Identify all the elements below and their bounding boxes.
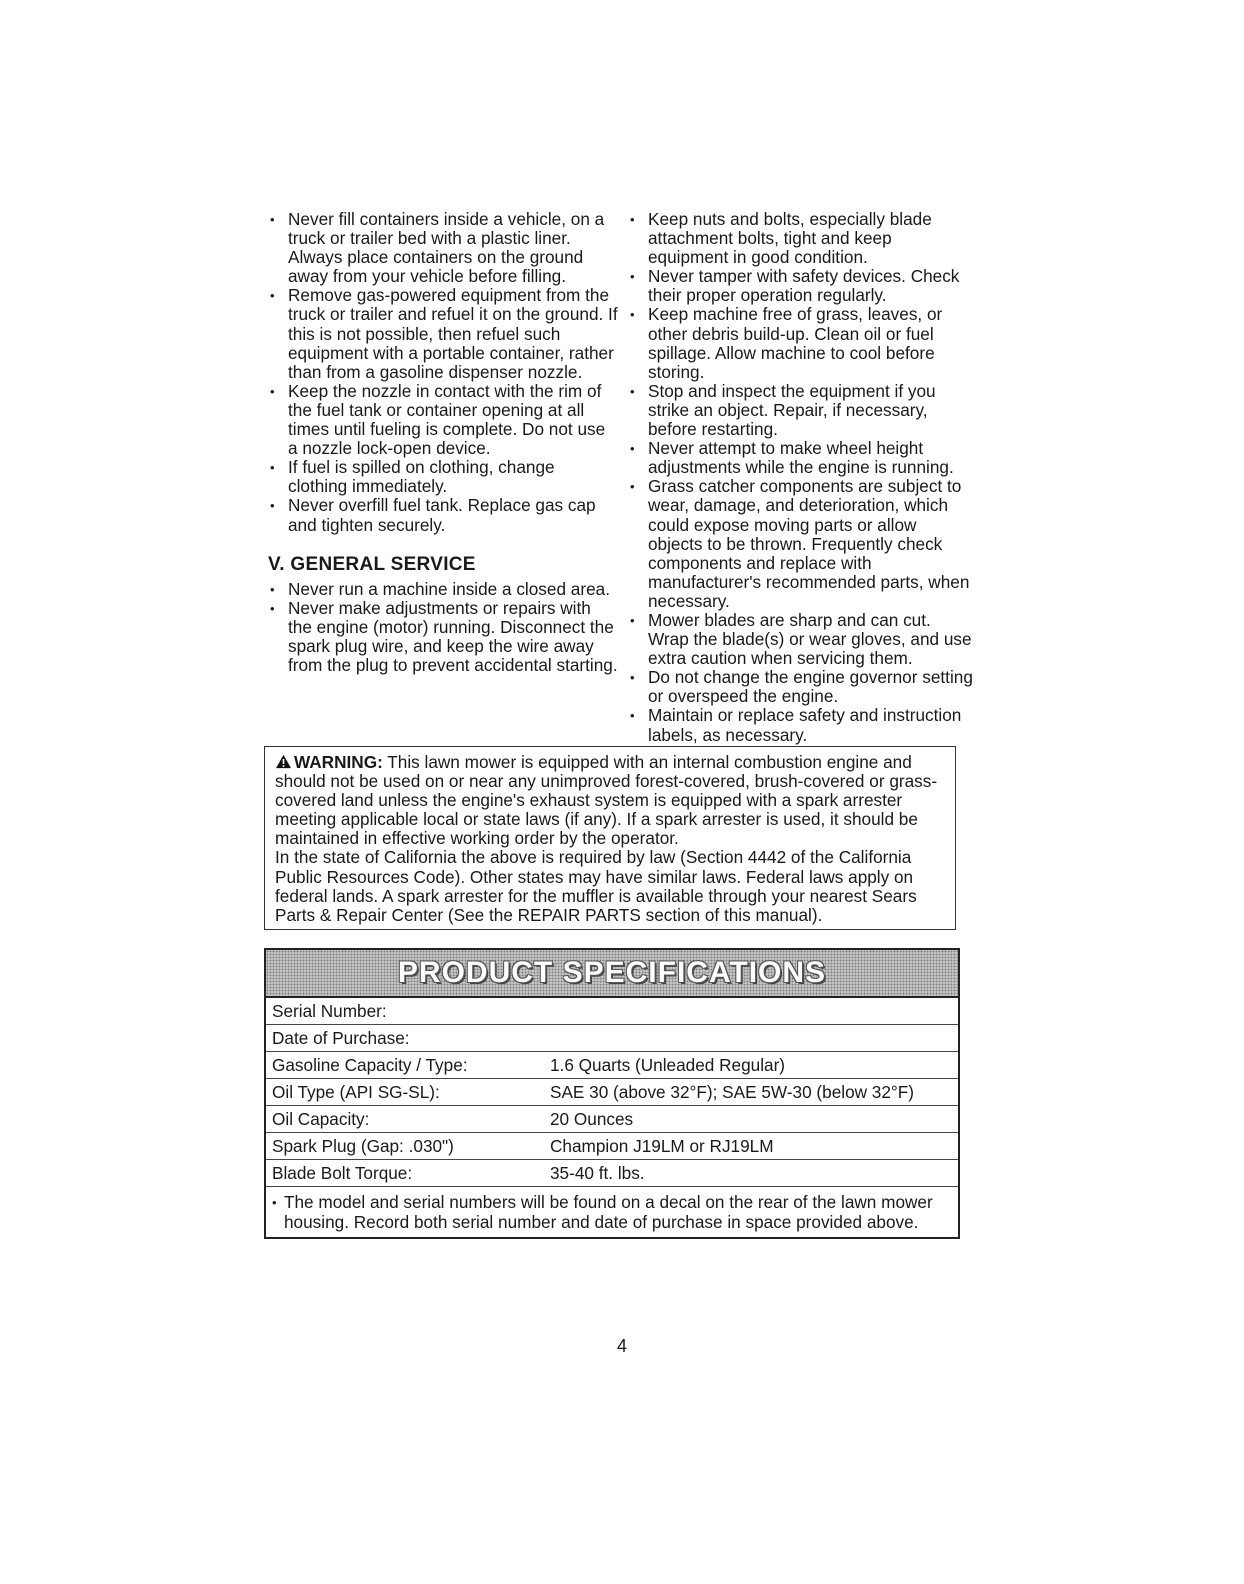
- list-item: • Mower blades are sharp and can cut. Wrap the blade(s) or wear gloves, and use extra caution when servicing them.: [628, 611, 973, 668]
- page-number: 4: [616, 1336, 627, 1356]
- spec-label: Oil Type (API SG-SL):: [272, 1081, 440, 1102]
- list-item: • Do not change the engine governor setting or overspeed the engine.: [628, 668, 973, 706]
- list-item: • Never attempt to make wheel height adjustments while the engine is running.: [628, 439, 973, 477]
- spec-label: Spark Plug (Gap: .030"): [272, 1135, 454, 1156]
- list-item: • If fuel is spilled on clothing, change clothing immediately.: [268, 458, 618, 496]
- spec-value: Champion J19LM or RJ19LM: [550, 1135, 774, 1156]
- product-specifications-table: [264, 948, 960, 1239]
- warning-triangle-icon: [275, 754, 292, 769]
- left-column: [268, 210, 618, 675]
- spec-label: Date of Purchase:: [272, 1027, 410, 1048]
- general-service-list: [268, 580, 618, 675]
- spec-value: SAE 30 (above 32°F); SAE 5W-30 (below 32°F): [550, 1081, 915, 1102]
- warning-box: [264, 746, 956, 930]
- list-item: • Grass catcher components are subject to wear, damage, and deterioration, which could expose moving parts or allow objects to be thrown. Frequently check components and replace with manufacturer's recommended parts, when necessary.: [628, 477, 973, 611]
- maintenance-safety-list: [628, 210, 973, 745]
- spec-row-serial-number: [266, 998, 958, 1025]
- spec-label: Serial Number:: [272, 1000, 387, 1021]
- spec-row-oil-type: [266, 1079, 958, 1106]
- spec-row-date-of-purchase: [266, 1025, 958, 1052]
- section-heading-general-service: V. GENERAL SERVICE: [268, 553, 476, 575]
- spec-table-note: [266, 1187, 958, 1232]
- spec-row-gasoline: [266, 1052, 958, 1079]
- spec-label: Oil Capacity:: [272, 1108, 370, 1129]
- list-item: • Never run a machine inside a closed area.: [268, 580, 618, 599]
- spec-row-blade-bolt-torque: [266, 1160, 958, 1187]
- spec-row-oil-capacity: [266, 1106, 958, 1133]
- spec-table-header: [266, 950, 958, 998]
- list-item: • Never make adjustments or repairs with the engine (motor) running. Disconnect the spark plug wire, and keep the wire away from the plug to prevent accidental starting.: [268, 599, 618, 675]
- list-item: • Stop and inspect the equipment if you strike an object. Repair, if necessary, before restarting.: [628, 382, 973, 439]
- list-item: • Maintain or replace safety and instruction labels, as necessary.: [628, 706, 973, 744]
- list-item: • Never tamper with safety devices. Check their proper operation regularly.: [628, 267, 973, 305]
- right-column: [628, 210, 973, 745]
- list-item: • Remove gas-powered equipment from the truck or trailer and refuel it on the ground. If this is not possible, then refuel such equipment with a portable container, rather than from a gasoline dispenser nozzle.: [268, 286, 618, 381]
- spec-value: 35-40 ft. lbs.: [550, 1162, 645, 1183]
- california-law-paragraph: In the state of California the above is required by law (Section 4442 of the California Public Resources Code). Other states may have similar laws. Federal laws apply on federal lands. A spark arrester for the muffler is available through your nearest Sears Parts & Repair Center (See the REPAIR PARTS section of this manual).: [275, 847, 917, 925]
- warning-paragraph: [275, 753, 945, 848]
- spec-label: Blade Bolt Torque:: [272, 1162, 413, 1183]
- spec-value: 1.6 Quarts (Unleaded Regular): [550, 1054, 786, 1075]
- fueling-safety-list: [268, 210, 618, 535]
- spec-note-line: • The model and serial numbers will be found on a decal on the rear of the lawn mower: [272, 1193, 954, 1213]
- list-item: • Never overfill fuel tank. Replace gas cap and tighten securely.: [268, 496, 618, 534]
- spec-label: Gasoline Capacity / Type:: [272, 1054, 468, 1075]
- spec-note-line: housing. Record both serial number and date of purchase in space provided above.: [284, 1211, 919, 1232]
- warning-label: WARNING:: [294, 752, 383, 772]
- warning-text: This lawn mower is equipped with an internal combustion engine and should not be used on or near any unimproved forest-covered, brush-covered or grass-covered land unless the engine's exhaust system is equipped with a spark arrester meeting applicable local or state laws (if any). If a spark arrester is used, it should be maintained in effective working order by the operator.: [275, 752, 938, 849]
- list-item: • Keep machine free of grass, leaves, or other debris build-up. Clean oil or fuel spillage. Allow machine to cool before storing.: [628, 305, 973, 381]
- spec-value: 20 Ounces: [550, 1108, 634, 1129]
- spec-table-title: PRODUCT SPECIFICATIONS: [397, 956, 827, 989]
- list-item: • Keep nuts and bolts, especially blade attachment bolts, tight and keep equipment in good condition.: [628, 210, 973, 267]
- spec-row-spark-plug: [266, 1133, 958, 1160]
- list-item: • Never fill containers inside a vehicle, on a truck or trailer bed with a plastic liner. Always place containers on the ground away from your vehicle before filling.: [268, 210, 618, 286]
- list-item: • Keep the nozzle in contact with the rim of the fuel tank or container opening at all times until fueling is complete. Do not use a nozzle lock-open device.: [268, 382, 618, 458]
